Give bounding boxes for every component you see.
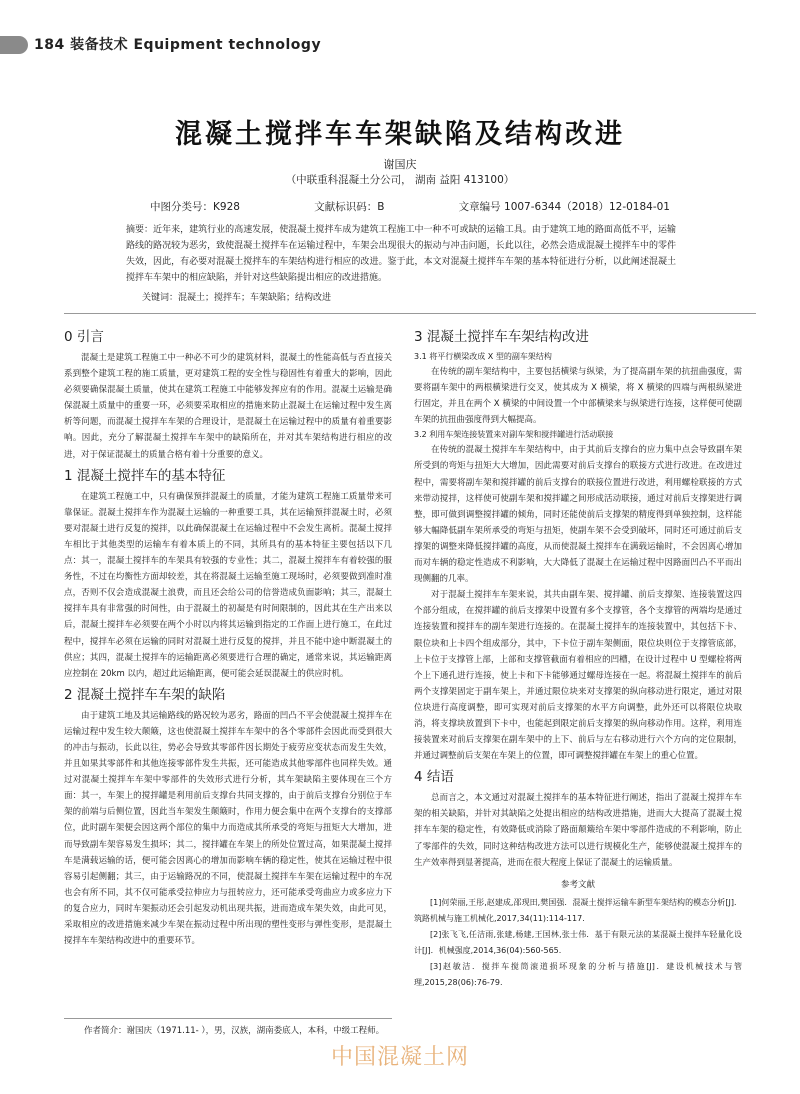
right-column xyxy=(414,324,742,991)
subsection-heading: 3.2 利用车架连接装置来对副车架和搅拌罐进行活动联接 xyxy=(414,430,614,440)
reference-item: [3]赵敏洁．搅拌车搅筒滚道损坏现象的分析与措施[J]．建设机械技术与管理,2015,28(06):76-79. xyxy=(414,961,742,987)
affiliation: （中联重科混凝土分公司， 湖南 益阳 413100） xyxy=(285,174,515,186)
running-header xyxy=(34,36,321,54)
section-heading: 0 引言 xyxy=(64,329,104,345)
reference-item: [1]何荣丽,王彤,赵建成,邵现田,樊国强．混凝土搅拌运输车新型车架结构的模态分析[J]．筑路机械与施工机械化,2017,34(11):114-117. xyxy=(414,897,742,923)
abstract xyxy=(126,222,676,286)
section-heading: 4 结语 xyxy=(414,769,454,786)
paragraph: 混凝土是建筑工程施工中一种必不可少的建筑材料，混凝土的性能高低与否直接关系到整个建筑工程的施工质量，更对建筑工程的安全性与稳固性有着重大的影响，因此必须要确保混凝土质量，使其在建筑工程施工中能够发挥应有的作用。混凝土运输是确保混凝土质量中的重要一环，必须要采取相应的措施来防止混凝土在运输过程中发生离析等问题，而混凝土搅拌车车架的合理设计，是混凝土在运输过程中的质量有着重要影响。因此，充分了解混凝土搅拌车车架中的缺陷所在，并对其车架结构进行相应的改进，对于保证混凝土的质量合格有着十分重要的意义。 xyxy=(64,353,392,460)
left-column xyxy=(64,324,392,949)
references-heading: 参考文献 xyxy=(560,879,595,890)
paragraph: 在传统的副车架结构中，主要包括横梁与纵梁，为了提高副车架的抗扭曲强度，需要将副车架中的两根横梁进行交叉，使其成为 X 横梁，将 X 横梁的四端与两根纵梁进行固定，并且在两个 X 横梁的中间设置一个中部横梁来与纵梁进行连接，这样便可使副车架的抗扭曲强度得到大幅提高。 xyxy=(414,367,742,426)
author-footnote: 作者简介：谢国庆（1971.11- ），男，汉族，湖南娄底人，本科，中级工程师。 xyxy=(84,1026,385,1036)
paragraph: 在建筑工程施工中，只有确保预拌混凝土的质量，才能为建筑工程施工质量带来可靠保证。混凝土搅拌车作为混凝土运输的一种重要工具，其在运输预拌混凝土时，必须要对混凝土进行反复的搅拌，以此确保混凝土在运输过程中不会发生离析。混凝土搅拌车相比于其他类型的运输车有着本质上的不同，其所具有的基本特征主要包括以下几点：其一，混凝土搅拌车的车架具有较强的专业性；其二，混凝土搅拌车有着较强的服务性，不过在均衡性方面却较差，其在将混凝土运输至施工现场时，必须要做到准时准点，否则不仅会造成混凝土浪费，而且还会给公司的信誉造成负面影响；其三，混凝土搅拌车具有非常强的时间性，由于混凝土的初凝是有时间限制的，因此其在生产出来以后，混凝土搅拌车必须要在两个小时以内将其运输到指定的工作面上进行施工，在此过程中，搅拌车必须在运输的同时对混凝土进行反复的搅拌，并且不能中途中断混凝土的供应；其四，混凝土搅拌车的运输距离必须要进行合理的确定，通常来说，其运输距离应控制在 20km 以内，超过此运输距离，便可能会延误混凝土的供应时机。 xyxy=(64,491,392,679)
paragraph: 总而言之，本文通过对混凝土搅拌车的基本特征进行阐述，指出了混凝土搅拌车车架的相关缺陷，并针对其缺陷之处提出相应的结构改进措施，进而大大提高了混凝土搅拌车车架的稳定性，有效降低或消除了路面颠簸给车架中零部件造成的不利影响，防止了零部件的失效，同时这种结构改进方法可以进行规模化生产，能够使混凝土搅拌车的生产效率得到显著提高，进而在很大程度上保证了混凝土的运输质量。 xyxy=(414,793,742,868)
paragraph: 由于建筑工地及其运输路线的路况较为恶劣，路面的凹凸不平会使混凝土搅拌车在运输过程中发生较大颠簸，这也使混凝土搅拌车车架中的各个零部件会因此而受到很大的冲击与振动，长此以往，势必会导致其零部件因长期处于疲劳应变状态而发生失效，并且如果其零部件和其他连接零部件发生共振，还可能造成其他零部件也同样失效。通过对混凝土搅拌车车架中零部件的失效形式进行分析，其车架缺陷主要体现在三个方面：其一，车架上的搅拌罐是利用前后支撑台共同支撑的，由于前后支撑台分别位于车架的前端与后侧位置，因此当车架发生颠簸时，作用力便会集中在两个支撑台的支撑部位，此时副车架便会因这两个部位的集中力而造成其所承受的弯矩与扭矩大大增加，进而导致副车架容易发生损坏；其二，搅拌罐在车架上的所处位置过高，如果混凝土搅拌车是满载运输的话，便可能会因离心的增加而影响车辆的稳定性，使其在运输过程中很容易引起侧翻；其三，由于运输路况的不同，使混凝土搅拌车车架在运输过程中的车况也会有所不同，其不仅可能承受拉伸应力与扭转应力，还可能承受弯曲应力或多应力下的复合应力，同时车架振动还会引起发动机出现共振，进而造成车架失效，由此可见，采取相应的改进措施来减少车架在振动过程中所出现的塑性变形与弹性变形，是混凝土搅拌车车架结构改进中的重要环节。 xyxy=(64,710,392,947)
section-divider xyxy=(64,313,756,314)
page-number: 184 xyxy=(34,37,65,53)
footnote-divider xyxy=(64,1018,392,1019)
abstract-text: 摘要：近年来，建筑行业的高速发展，使混凝土搅拌车成为建筑工程施工中一种不可或缺的运输工具。由于建筑工地的路面高低不平，运输路线的路况较为恶劣，致使混凝土搅拌车在运输过程中，车架会出现很大的振动与冲击问题，长此以往，必然会造成混凝土搅拌车中的零件失效，因此，有必要对混凝土搅拌车的车架结构进行相应的改进。鉴于此，本文对混凝土搅拌车车架的基本特征进行分析，以此阐述混凝土搅拌车车架中的相应缺陷，并针对这些缺陷提出相应的改进措施。 xyxy=(126,225,676,283)
paragraph: 对于混凝土搅拌车车架来说，其共由副车架、搅拌罐、前后支撑架、连接装置这四个部分组成，在搅拌罐的前后支撑架中设置有多个支撑管，各个支撑管的两端均是通过连接装置和搅拌车的副车架进行连接的。在混凝土搅拌车的连接装置中，其包括下卡、限位块和上卡四个组成部分，其中，下卡位于副车架侧面，限位块则位于支撑管底部，上卡位于支撑管上部，上部和支撑管截面有着相应的凹槽，在设计过程中 U 型螺栓将两个上下通孔进行连接，使上卡和下卡能够通过螺母连接在一起。将混凝土搅拌车的前后两个支撑架固定于副车架上，并通过限位块来对支撑架的纵向移动进行限定，通过对限位块进行高度调整，即可实现对前后支撑架的水平方向调整，此外还可以将限位块取消，将支撑块放置到下卡中，也能起到限定前后支撑架的纵向移动作用。这样，利用连接装置来对前后支撑架在副车架中的上下、前后与左右移动进行六个方向的定位限制，并通过调整前后支架在车架上的位置，即可调整搅拌罐在车架上的重心位置。 xyxy=(414,590,742,762)
section-heading: 1 混凝土搅拌车的基本特征 xyxy=(64,467,226,484)
article-title: 混凝土搅拌车车架缺陷及结构改进 xyxy=(175,119,625,150)
section-heading: 2 混凝土搅拌车车架的缺陷 xyxy=(64,686,226,703)
section-heading: 3 混凝土搅拌车车架结构改进 xyxy=(414,329,589,345)
classification-line xyxy=(150,199,670,214)
clc-number: 中图分类号：K928 xyxy=(150,201,240,213)
keywords: 关键词：混凝土；搅拌车；车架缺陷；结构改进 xyxy=(142,293,332,303)
article-number: 文章编号 1007-6344（2018）12-0184-01 xyxy=(458,201,670,213)
paragraph: 在传统的混凝土搅拌车车架结构中，由于其前后支撑台的应力集中点会导致副车架所受到的弯矩与扭矩大大增加，因此需要对前后支撑台的联接方式进行改进。在改进过程中，需要将副车架和搅拌罐的前后支撑台的联接位置进行改进，利用螺栓联接的方式来带动搅拌，这样使可使副车架和搅拌罐之间形成活动联接，通过对前后支撑架进行调整，即可做到调整搅拌罐的倾角，同时还能使前后支撑架的精度得到单独控制，这样能够大幅降低副车架所承受的弯矩与扭矩，使副车架不会受到破坏，同时还可通过前后支撑架的调整来降低搅拌罐的高度，从而使混凝土搅拌车在满载运输时，不会因离心增加而对车辆的稳定性造成不利影响，大大降低了混凝土在运输过程中因路面凹凸不平而出现侧翻的几率。 xyxy=(414,445,742,585)
reference-item: [2]张飞飞,任洁雨,张建,杨建,王国林,张士伟．基于有限元法的某混凝土搅拌车轻量化设计[J]．机械强度,2014,36(04):560-565. xyxy=(414,929,742,955)
subsection-heading: 3.1 将平行横梁改成 X 型的副车架结构 xyxy=(414,352,552,361)
author: 谢国庆 xyxy=(383,158,417,171)
watermark: 中国混凝土网 xyxy=(330,1045,469,1070)
document-code: 文献标识码：B xyxy=(314,201,385,213)
header-tab-decoration xyxy=(0,36,28,54)
journal-name: 装备技术 Equipment technology xyxy=(70,37,322,53)
